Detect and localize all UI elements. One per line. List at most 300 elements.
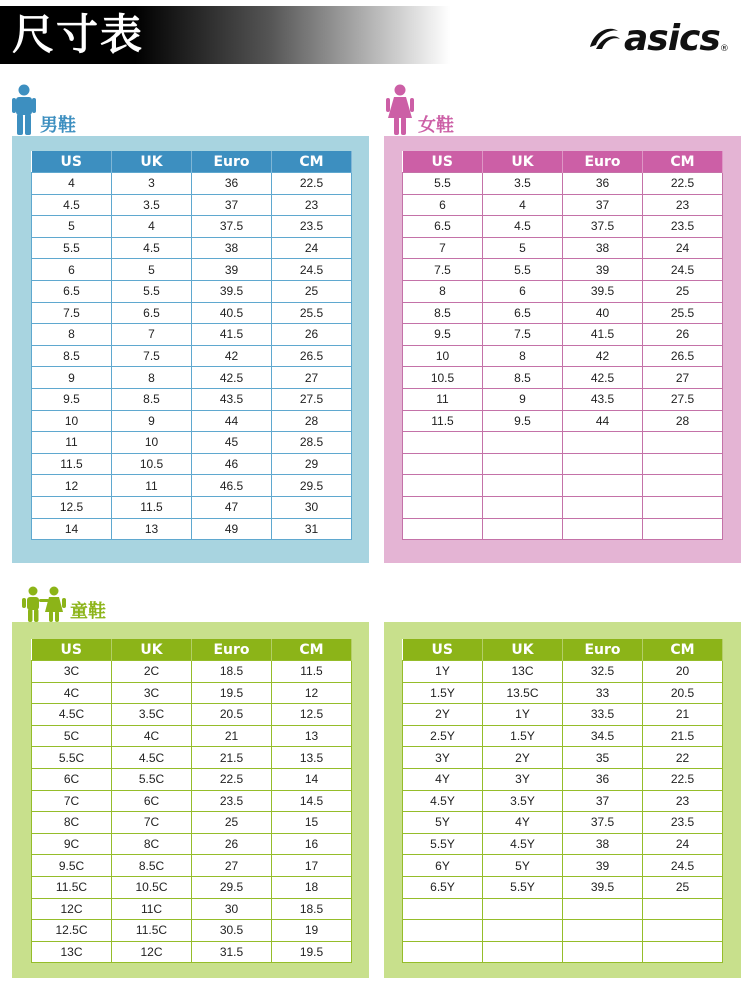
table-cell: 11.5: [272, 661, 352, 683]
table-cell: 5C: [32, 725, 112, 747]
table-row: [403, 302, 723, 324]
table-cell: 16: [272, 833, 352, 855]
table-cell: 12.5C: [32, 920, 112, 942]
table-cell: [643, 496, 723, 518]
column-header: Euro: [192, 151, 272, 173]
table-cell: 14: [272, 768, 352, 790]
table-cell: 2Y: [483, 747, 563, 769]
table-cell: 3C: [112, 682, 192, 704]
table-cell: 7: [403, 237, 483, 259]
table-cell: 40.5: [192, 302, 272, 324]
table-cell: 23.5: [643, 812, 723, 834]
table-cell: [403, 898, 483, 920]
table-cell: 24: [643, 833, 723, 855]
table-cell: 12.5: [272, 704, 352, 726]
table-header-row: [32, 639, 352, 661]
table-cell: 6C: [32, 768, 112, 790]
table-row: [403, 661, 723, 683]
table-cell: 2.5Y: [403, 725, 483, 747]
table-cell: 7C: [112, 812, 192, 834]
table-cell: [563, 432, 643, 454]
table-row: [32, 704, 352, 726]
table-cell: 8: [112, 367, 192, 389]
table-cell: 5: [112, 259, 192, 281]
table-cell: 4Y: [483, 812, 563, 834]
table-cell: 43.5: [563, 388, 643, 410]
table-cell: 9: [483, 388, 563, 410]
table-cell: 4.5: [112, 237, 192, 259]
table-row: [32, 475, 352, 497]
table-cell: 31.5: [192, 941, 272, 963]
table-cell: 24: [643, 237, 723, 259]
table-row: [403, 768, 723, 790]
table-cell: [403, 453, 483, 475]
table-row: [403, 237, 723, 259]
table-cell: 22.5: [272, 173, 352, 195]
women-label: 女鞋: [418, 115, 454, 136]
table-row: [403, 173, 723, 195]
table-cell: 6: [403, 194, 483, 216]
table-cell: 28: [643, 410, 723, 432]
table-cell: 34.5: [563, 725, 643, 747]
table-cell: 27: [272, 367, 352, 389]
table-cell: 25.5: [272, 302, 352, 324]
table-cell: 4.5C: [32, 704, 112, 726]
table-cell: 12: [32, 475, 112, 497]
table-cell: 5.5C: [112, 768, 192, 790]
table-row: [32, 496, 352, 518]
table-cell: 25: [643, 280, 723, 302]
table-cell: 10.5: [403, 367, 483, 389]
table-cell: 31: [272, 518, 352, 540]
table-cell: 36: [563, 768, 643, 790]
table-row: [32, 920, 352, 942]
table-cell: 26.5: [272, 345, 352, 367]
column-header: CM: [643, 639, 723, 661]
table-row: [32, 388, 352, 410]
table-cell: 9.5: [32, 388, 112, 410]
table-cell: 30.5: [192, 920, 272, 942]
table-cell: [643, 920, 723, 942]
table-cell: 37.5: [192, 216, 272, 238]
stripe-swoosh-icon: [588, 25, 622, 51]
table-cell: [403, 518, 483, 540]
column-header: UK: [112, 639, 192, 661]
table-cell: 38: [192, 237, 272, 259]
table-cell: 13C: [483, 661, 563, 683]
table-cell: 5.5: [403, 173, 483, 195]
column-header: US: [403, 639, 483, 661]
table-cell: 39.5: [192, 280, 272, 302]
table-cell: 8: [483, 345, 563, 367]
table-row: [32, 410, 352, 432]
table-cell: 6Y: [403, 855, 483, 877]
table-row: [403, 280, 723, 302]
table-cell: 13.5: [272, 747, 352, 769]
table-cell: [483, 475, 563, 497]
table-row: [32, 768, 352, 790]
table-cell: 8.5: [112, 388, 192, 410]
column-header: Euro: [192, 639, 272, 661]
table-cell: 42.5: [563, 367, 643, 389]
women-section-label: [386, 84, 454, 136]
table-header-row: [403, 639, 723, 661]
table-cell: 22.5: [192, 768, 272, 790]
table-cell: 17: [272, 855, 352, 877]
table-cell: [563, 475, 643, 497]
table-row: [403, 747, 723, 769]
table-cell: 27: [192, 855, 272, 877]
table-row: [32, 518, 352, 540]
table-cell: 21: [643, 704, 723, 726]
table-row: [403, 345, 723, 367]
table-cell: 44: [192, 410, 272, 432]
table-cell: [403, 920, 483, 942]
table-cell: 13.5C: [483, 682, 563, 704]
table-cell: [483, 518, 563, 540]
table-cell: 40: [563, 302, 643, 324]
table-cell: 26.5: [643, 345, 723, 367]
table-cell: 23.5: [192, 790, 272, 812]
table-cell: 7.5: [403, 259, 483, 281]
table-cell: 5.5Y: [483, 876, 563, 898]
table-cell: 26: [272, 324, 352, 346]
table-cell: [403, 475, 483, 497]
table-cell: 25: [192, 812, 272, 834]
page-title: 尺寸表: [12, 10, 145, 59]
table-cell: 49: [192, 518, 272, 540]
table-row: [32, 237, 352, 259]
table-cell: 29.5: [272, 475, 352, 497]
table-cell: 6C: [112, 790, 192, 812]
column-header: US: [32, 639, 112, 661]
table-cell: 7.5: [112, 345, 192, 367]
table-cell: 2C: [112, 661, 192, 683]
table-cell: 20.5: [192, 704, 272, 726]
table-cell: 8.5: [403, 302, 483, 324]
table-row: [403, 833, 723, 855]
table-cell: 12.5: [32, 496, 112, 518]
table-cell: 11.5C: [32, 876, 112, 898]
table-cell: [483, 453, 563, 475]
table-cell: 10: [112, 432, 192, 454]
table-cell: [483, 898, 563, 920]
table-cell: 26: [192, 833, 272, 855]
table-cell: 36: [192, 173, 272, 195]
table-cell: 37: [563, 790, 643, 812]
table-cell: 42: [192, 345, 272, 367]
table-cell: 37: [563, 194, 643, 216]
table-cell: 37: [192, 194, 272, 216]
table-cell: 42: [563, 345, 643, 367]
table-row: [32, 661, 352, 683]
table-cell: 4.5C: [112, 747, 192, 769]
table-cell: 32.5: [563, 661, 643, 683]
table-row: [32, 367, 352, 389]
title-banner: [0, 6, 450, 64]
table-row: [403, 518, 723, 540]
column-header: CM: [643, 151, 723, 173]
table-cell: 11.5: [112, 496, 192, 518]
column-header: UK: [112, 151, 192, 173]
table-cell: 8.5: [483, 367, 563, 389]
table-row: [32, 216, 352, 238]
table-cell: 29.5: [192, 876, 272, 898]
table-cell: 11: [403, 388, 483, 410]
table-cell: [563, 920, 643, 942]
table-cell: 3.5C: [112, 704, 192, 726]
table-row: [32, 855, 352, 877]
table-cell: 26: [643, 324, 723, 346]
table-cell: 4Y: [403, 768, 483, 790]
table-row: [32, 453, 352, 475]
table-cell: 18.5: [192, 661, 272, 683]
table-cell: 4: [483, 194, 563, 216]
table-cell: 8C: [112, 833, 192, 855]
table-row: [32, 833, 352, 855]
table-cell: 24.5: [272, 259, 352, 281]
table-cell: 19.5: [272, 941, 352, 963]
table-header-row: [403, 151, 723, 173]
table-cell: 38: [563, 237, 643, 259]
table-row: [403, 704, 723, 726]
table-cell: 20: [643, 661, 723, 683]
table-row: [32, 280, 352, 302]
table-cell: 7.5: [32, 302, 112, 324]
table-cell: 3Y: [403, 747, 483, 769]
table-row: [32, 345, 352, 367]
table-row: [32, 747, 352, 769]
table-cell: 3.5: [112, 194, 192, 216]
table-cell: 6.5: [112, 302, 192, 324]
table-cell: 9.5: [403, 324, 483, 346]
table-cell: 12C: [32, 898, 112, 920]
table-cell: 8.5: [32, 345, 112, 367]
table-cell: 5.5Y: [403, 833, 483, 855]
table-cell: [403, 496, 483, 518]
table-cell: 7: [112, 324, 192, 346]
table-row: [32, 432, 352, 454]
table-cell: [403, 941, 483, 963]
table-cell: 23.5: [272, 216, 352, 238]
table-row: [32, 682, 352, 704]
table-cell: 11: [32, 432, 112, 454]
table-row: [32, 941, 352, 963]
table-cell: [563, 496, 643, 518]
table-cell: 5Y: [403, 812, 483, 834]
table-cell: 4C: [32, 682, 112, 704]
table-cell: 8: [403, 280, 483, 302]
table-row: [32, 302, 352, 324]
table-cell: 8: [32, 324, 112, 346]
table-cell: 21.5: [643, 725, 723, 747]
table-row: [403, 194, 723, 216]
men-label: 男鞋: [40, 115, 76, 136]
table-cell: 30: [192, 898, 272, 920]
table-cell: 21: [192, 725, 272, 747]
table-cell: 4.5Y: [483, 833, 563, 855]
table-row: [32, 898, 352, 920]
table-cell: 6.5: [32, 280, 112, 302]
table-cell: 4: [32, 173, 112, 195]
table-cell: [563, 941, 643, 963]
table-row: [32, 812, 352, 834]
table-cell: 3Y: [483, 768, 563, 790]
table-header-row: [32, 151, 352, 173]
table-row: [403, 682, 723, 704]
table-cell: 42.5: [192, 367, 272, 389]
table-row: [32, 876, 352, 898]
table-cell: [643, 518, 723, 540]
table-cell: 43.5: [192, 388, 272, 410]
table-cell: 4.5: [32, 194, 112, 216]
table-row: [403, 920, 723, 942]
children-icon: [22, 586, 66, 622]
table-cell: 4.5: [483, 216, 563, 238]
table-cell: 45: [192, 432, 272, 454]
table-cell: 37.5: [563, 812, 643, 834]
table-cell: 25.5: [643, 302, 723, 324]
table-cell: 28: [272, 410, 352, 432]
table-cell: 15: [272, 812, 352, 834]
table-row: [32, 194, 352, 216]
table-cell: 11.5: [32, 453, 112, 475]
table-cell: 3: [112, 173, 192, 195]
table-row: [403, 876, 723, 898]
table-cell: 22: [643, 747, 723, 769]
table-cell: 2Y: [403, 704, 483, 726]
table-row: [32, 173, 352, 195]
table-cell: 39.5: [563, 876, 643, 898]
table-cell: 5: [483, 237, 563, 259]
table-row: [32, 725, 352, 747]
table-row: [32, 790, 352, 812]
table-row: [403, 453, 723, 475]
table-cell: [643, 432, 723, 454]
table-cell: [483, 920, 563, 942]
table-row: [32, 259, 352, 281]
table-cell: 11C: [112, 898, 192, 920]
table-cell: [483, 941, 563, 963]
table-row: [32, 324, 352, 346]
column-header: Euro: [563, 151, 643, 173]
table-cell: 23: [272, 194, 352, 216]
table-cell: 36: [563, 173, 643, 195]
table-cell: 28.5: [272, 432, 352, 454]
column-header: UK: [483, 151, 563, 173]
table-cell: 24.5: [643, 259, 723, 281]
table-cell: 46: [192, 453, 272, 475]
table-cell: 8C: [32, 812, 112, 834]
table-cell: 5.5: [483, 259, 563, 281]
table-cell: 10: [403, 345, 483, 367]
table-cell: 24: [272, 237, 352, 259]
table-cell: 23.5: [643, 216, 723, 238]
table-cell: 11.5: [403, 410, 483, 432]
table-cell: 38: [563, 833, 643, 855]
table-cell: 12: [272, 682, 352, 704]
table-cell: [563, 518, 643, 540]
table-cell: 29: [272, 453, 352, 475]
men-size-table: [31, 151, 352, 540]
table-row: [403, 812, 723, 834]
table-cell: 39.5: [563, 280, 643, 302]
table-cell: 39: [563, 259, 643, 281]
table-cell: 11.5C: [112, 920, 192, 942]
column-header: US: [403, 151, 483, 173]
table-cell: [403, 432, 483, 454]
table-row: [403, 432, 723, 454]
table-row: [403, 496, 723, 518]
table-row: [403, 367, 723, 389]
table-cell: 4: [112, 216, 192, 238]
table-cell: 9: [112, 410, 192, 432]
table-cell: 33: [563, 682, 643, 704]
column-header: CM: [272, 151, 352, 173]
table-cell: 10.5C: [112, 876, 192, 898]
table-cell: 22.5: [643, 173, 723, 195]
table-cell: 4C: [112, 725, 192, 747]
table-row: [403, 388, 723, 410]
table-cell: 47: [192, 496, 272, 518]
brand-name: asics: [624, 17, 720, 59]
table-cell: 9C: [32, 833, 112, 855]
table-cell: 21.5: [192, 747, 272, 769]
table-cell: 5Y: [483, 855, 563, 877]
column-header: US: [32, 151, 112, 173]
table-cell: 6.5: [483, 302, 563, 324]
table-cell: 10: [32, 410, 112, 432]
table-cell: 20.5: [643, 682, 723, 704]
table-cell: [643, 475, 723, 497]
table-cell: 23: [643, 194, 723, 216]
kids-section-label: [22, 586, 106, 622]
table-cell: 13: [272, 725, 352, 747]
table-cell: 25: [643, 876, 723, 898]
table-cell: 14: [32, 518, 112, 540]
table-cell: 22.5: [643, 768, 723, 790]
table-cell: 27.5: [643, 388, 723, 410]
table-row: [403, 898, 723, 920]
table-row: [403, 941, 723, 963]
table-cell: 37.5: [563, 216, 643, 238]
table-cell: 6: [32, 259, 112, 281]
table-cell: 25: [272, 280, 352, 302]
table-cell: 1Y: [483, 704, 563, 726]
table-row: [403, 410, 723, 432]
table-cell: 14.5: [272, 790, 352, 812]
men-section-label: [12, 84, 76, 136]
table-row: [403, 324, 723, 346]
table-cell: 8.5C: [112, 855, 192, 877]
man-icon: [12, 84, 36, 136]
column-header: UK: [483, 639, 563, 661]
table-cell: 1Y: [403, 661, 483, 683]
table-cell: [483, 432, 563, 454]
table-cell: 30: [272, 496, 352, 518]
kids-y-size-table: [402, 639, 723, 963]
table-cell: [643, 898, 723, 920]
table-cell: 18: [272, 876, 352, 898]
table-cell: 13C: [32, 941, 112, 963]
table-cell: 23: [643, 790, 723, 812]
table-cell: 6.5Y: [403, 876, 483, 898]
table-cell: 9: [32, 367, 112, 389]
table-cell: 5.5C: [32, 747, 112, 769]
table-cell: 6.5: [403, 216, 483, 238]
table-cell: 27.5: [272, 388, 352, 410]
table-cell: 27: [643, 367, 723, 389]
